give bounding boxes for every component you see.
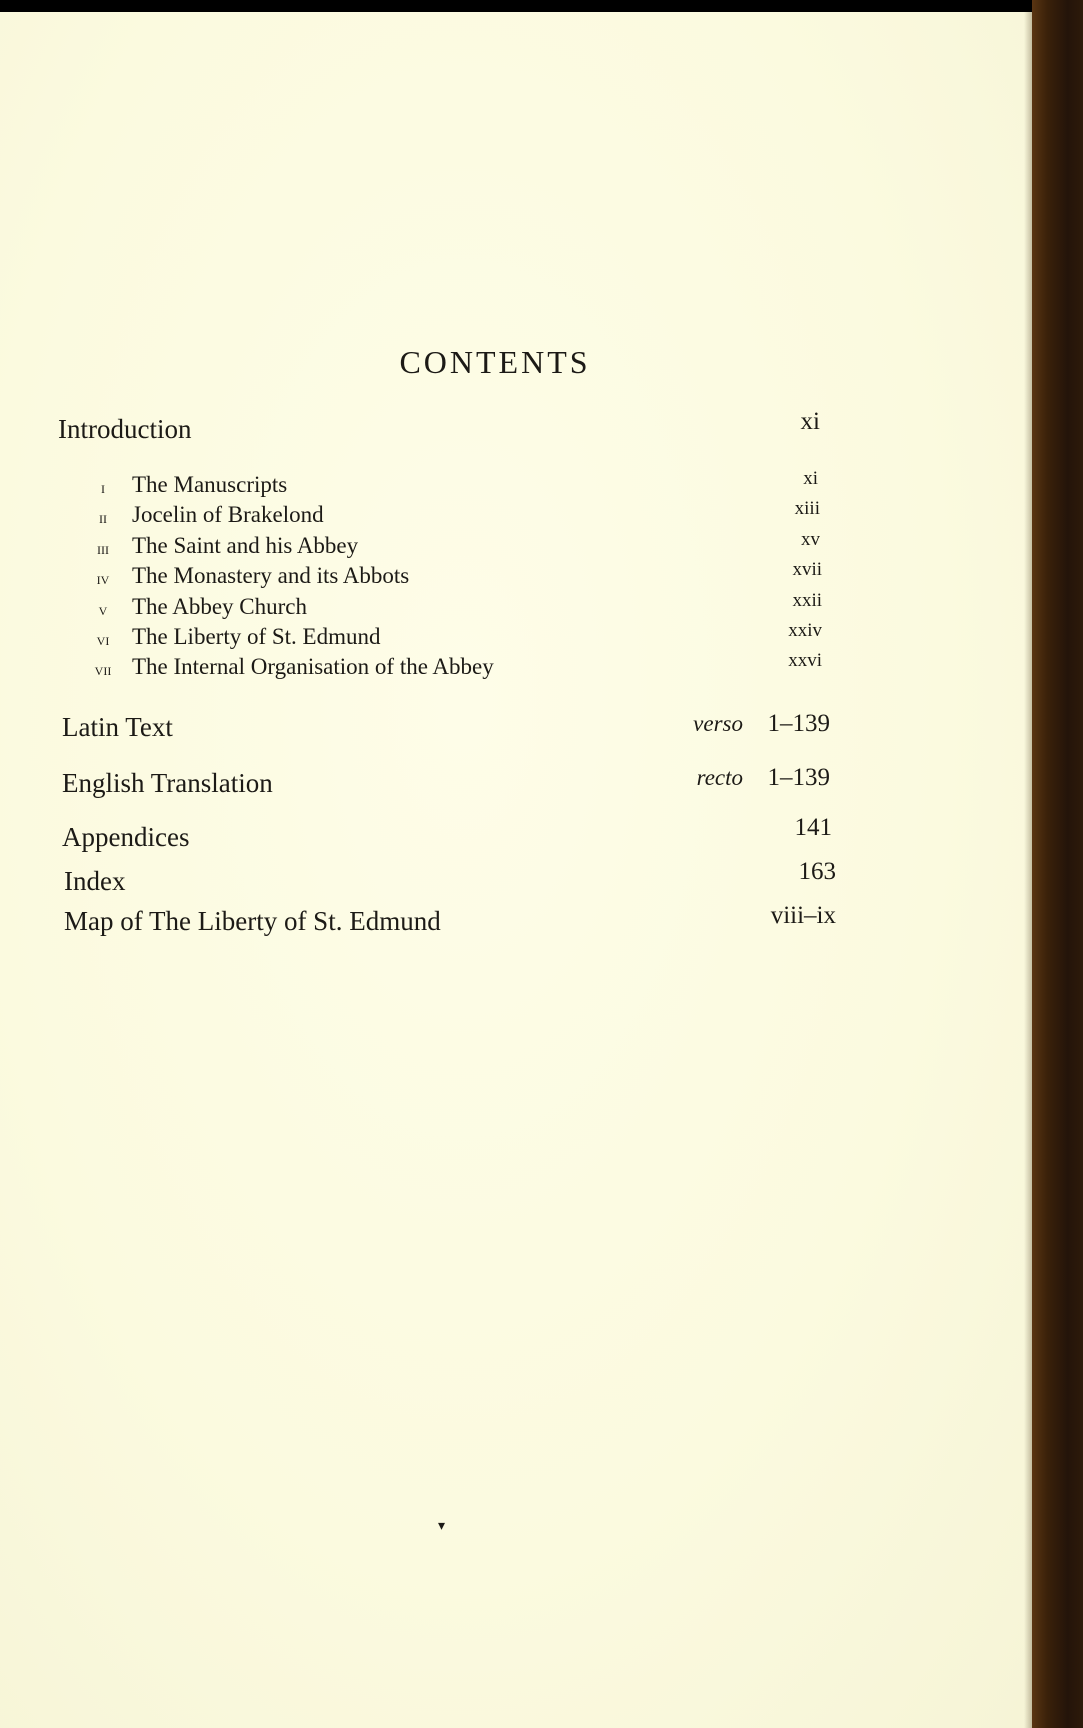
section-page: xv: [801, 529, 820, 550]
entry-label: Latin Text: [62, 712, 173, 742]
entry-page: 1–139: [767, 764, 830, 791]
entry-page: 163: [798, 858, 836, 885]
section-numeral: iii: [97, 539, 109, 558]
section-label: The Saint and his Abbey: [132, 533, 359, 558]
entry-qualifier: recto: [696, 765, 743, 790]
section-label: The Manuscripts: [132, 472, 288, 497]
entry-label: English Translation: [62, 768, 273, 798]
entry-label: Index: [64, 866, 126, 896]
contents-title: CONTENTS: [399, 344, 591, 380]
toc-entry-appendices: [0, 814, 1032, 858]
section-numeral: vii: [94, 660, 112, 679]
entry-label: Map of The Liberty of St. Edmund: [64, 906, 441, 936]
section-page: xvii: [792, 559, 822, 580]
section-page: xxiv: [788, 620, 822, 641]
toc-entry-map: [0, 904, 1032, 944]
section-page: xxvi: [788, 650, 822, 671]
section-label: The Monastery and its Abbots: [132, 563, 410, 588]
entry-page: viii–ix: [770, 902, 836, 929]
section-label: The Internal Organisation of the Abbey: [132, 654, 494, 679]
section-numeral: v: [98, 600, 108, 619]
entry-page: 1–139: [767, 710, 830, 737]
entry-qualifier: verso: [693, 711, 743, 736]
section-page: xi: [803, 468, 818, 489]
entry-page-range: [697, 764, 830, 792]
entry-page: xi: [800, 408, 820, 435]
section-page: xxii: [792, 590, 822, 611]
page-paper: [0, 12, 1032, 1728]
entry-page-range: [693, 710, 830, 738]
entry-label: Appendices: [62, 822, 190, 852]
toc-entry-english-translation: [0, 764, 1032, 804]
entry-page: 141: [794, 814, 832, 841]
toc-entry-latin-text: [0, 710, 1032, 750]
toc-entry-introduction: [0, 408, 1032, 448]
toc-entry-index: [0, 858, 1032, 902]
entry-label: Introduction: [58, 414, 192, 444]
signature-mark: ▾: [438, 1519, 446, 1534]
section-label: The Liberty of St. Edmund: [132, 624, 381, 649]
section-numeral: i: [101, 478, 105, 497]
section-label: The Abbey Church: [132, 594, 308, 619]
toc-subentry: [0, 652, 1032, 692]
section-numeral: iv: [96, 569, 110, 588]
section-numeral: vi: [96, 630, 110, 649]
section-page: xiii: [794, 498, 820, 519]
section-numeral: ii: [99, 508, 107, 527]
book-binding-edge: [1032, 0, 1083, 1728]
section-label: Jocelin of Brakelond: [132, 502, 324, 527]
